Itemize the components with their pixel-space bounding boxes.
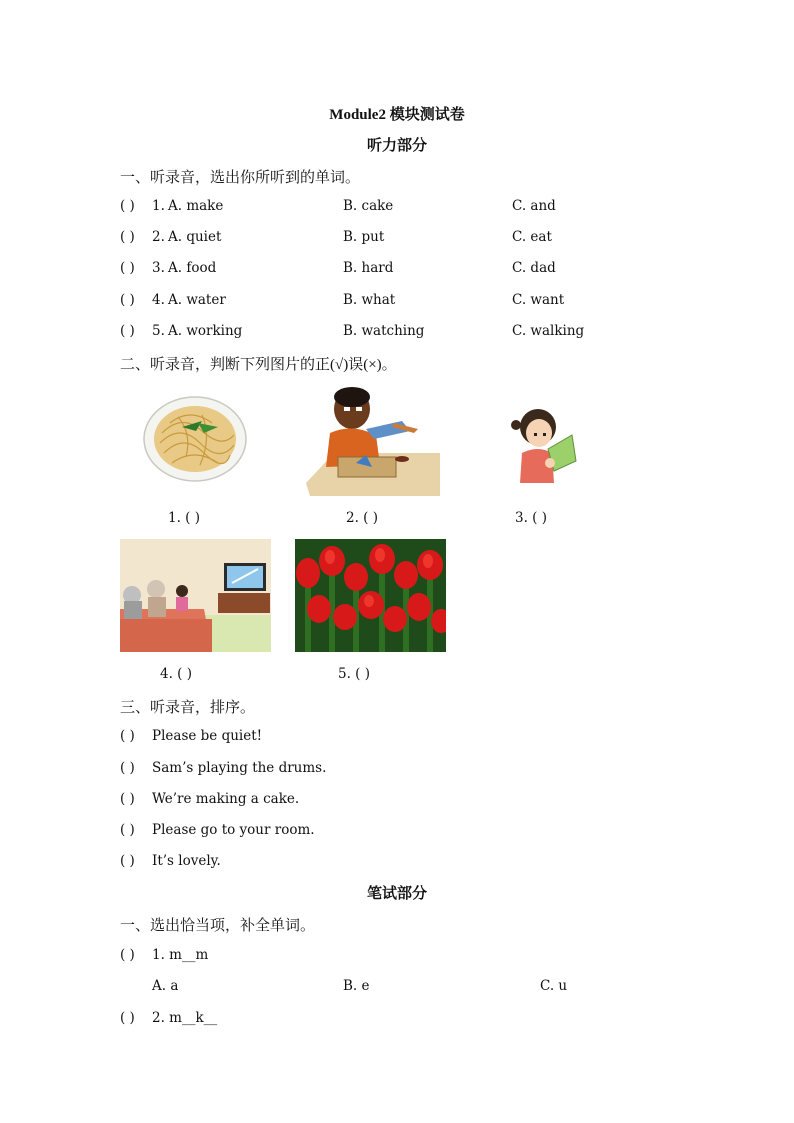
written1-instruction: 一、选出恰当项，补全单词。	[120, 918, 316, 934]
option-c: C. eat	[512, 229, 552, 245]
answer-paren[interactable]: ( )	[120, 323, 135, 339]
option-c: C. want	[512, 292, 565, 308]
option-a: A. food	[168, 260, 217, 276]
picture-2-caption[interactable]: 2. ( )	[346, 510, 378, 526]
question-number: 5.	[152, 323, 165, 339]
part1-row-1	[120, 198, 680, 218]
answer-paren[interactable]: ( )	[120, 728, 135, 744]
sentence: Please be quiet!	[152, 728, 263, 744]
question-number: 3.	[152, 260, 165, 276]
writing-heading: 笔试部分	[366, 884, 427, 902]
part3-row-1	[120, 728, 680, 748]
part3-row-5	[120, 853, 680, 873]
sentence: Sam’s playing the drums.	[152, 760, 327, 776]
picture-1-caption[interactable]: 1. ( )	[168, 510, 200, 526]
question-number: 2.	[152, 229, 165, 245]
written1-question-2	[120, 1010, 680, 1030]
girl-reading-image	[508, 405, 580, 485]
option-a: A. water	[168, 292, 226, 308]
part1-instruction: 一、听录音，选出你所听到的单词。	[120, 170, 361, 186]
option-b: B. hard	[343, 260, 394, 276]
option-c: C. u	[540, 978, 568, 994]
part3-row-2	[120, 760, 680, 780]
answer-paren[interactable]: ( )	[120, 292, 135, 308]
part2-instruction: 二、听录音，判断下列图片的正(√)误(×)。	[120, 357, 397, 373]
option-a: A. working	[168, 323, 243, 339]
part3-instruction: 三、听录音，排序。	[120, 700, 256, 716]
option-b: B. put	[343, 229, 385, 245]
part3-row-3	[120, 791, 680, 811]
option-a: A. a	[152, 978, 179, 994]
sentence: Please go to your room.	[152, 822, 315, 838]
part1-row-5	[120, 323, 680, 343]
option-c: C. dad	[512, 260, 556, 276]
option-b: B. e	[343, 978, 370, 994]
family-watching-tv-image	[120, 539, 271, 652]
answer-paren[interactable]: ( )	[120, 1010, 135, 1026]
part1-row-3	[120, 260, 680, 280]
part1-row-2	[120, 229, 680, 249]
option-b: B. what	[343, 292, 396, 308]
picture-4-caption[interactable]: 4. ( )	[160, 666, 192, 682]
red-tulips-image	[295, 539, 446, 652]
option-a: A. make	[168, 198, 224, 214]
option-c: C. walking	[512, 323, 585, 339]
question-number: 4.	[152, 292, 165, 308]
sentence: It’s lovely.	[152, 853, 221, 869]
option-b: B. cake	[343, 198, 394, 214]
picture-3-caption[interactable]: 3. ( )	[515, 510, 547, 526]
answer-paren[interactable]: ( )	[120, 947, 135, 963]
question-text: 2. m__k__	[152, 1010, 218, 1026]
answer-paren[interactable]: ( )	[120, 853, 135, 869]
answer-paren[interactable]: ( )	[120, 791, 135, 807]
option-a: A. quiet	[168, 229, 222, 245]
written1-question-1	[120, 947, 680, 967]
question-text: 1. m__m	[152, 947, 209, 963]
answer-paren[interactable]: ( )	[120, 229, 135, 245]
answer-paren[interactable]: ( )	[120, 198, 135, 214]
answer-paren[interactable]: ( )	[120, 822, 135, 838]
noodles-image	[142, 393, 248, 483]
sentence: We’re making a cake.	[152, 791, 300, 807]
boy-making-model-image	[306, 383, 440, 496]
option-c: C. and	[512, 198, 556, 214]
answer-paren[interactable]: ( )	[120, 760, 135, 776]
written1-question-1-options	[120, 978, 680, 998]
part3-row-4	[120, 822, 680, 842]
option-b: B. watching	[343, 323, 425, 339]
part1-row-4	[120, 292, 680, 312]
page-title: Module2 模块测试卷	[329, 107, 465, 123]
answer-paren[interactable]: ( )	[120, 260, 135, 276]
question-number: 1.	[152, 198, 165, 214]
picture-5-caption[interactable]: 5. ( )	[338, 666, 370, 682]
listening-heading: 听力部分	[366, 136, 427, 154]
